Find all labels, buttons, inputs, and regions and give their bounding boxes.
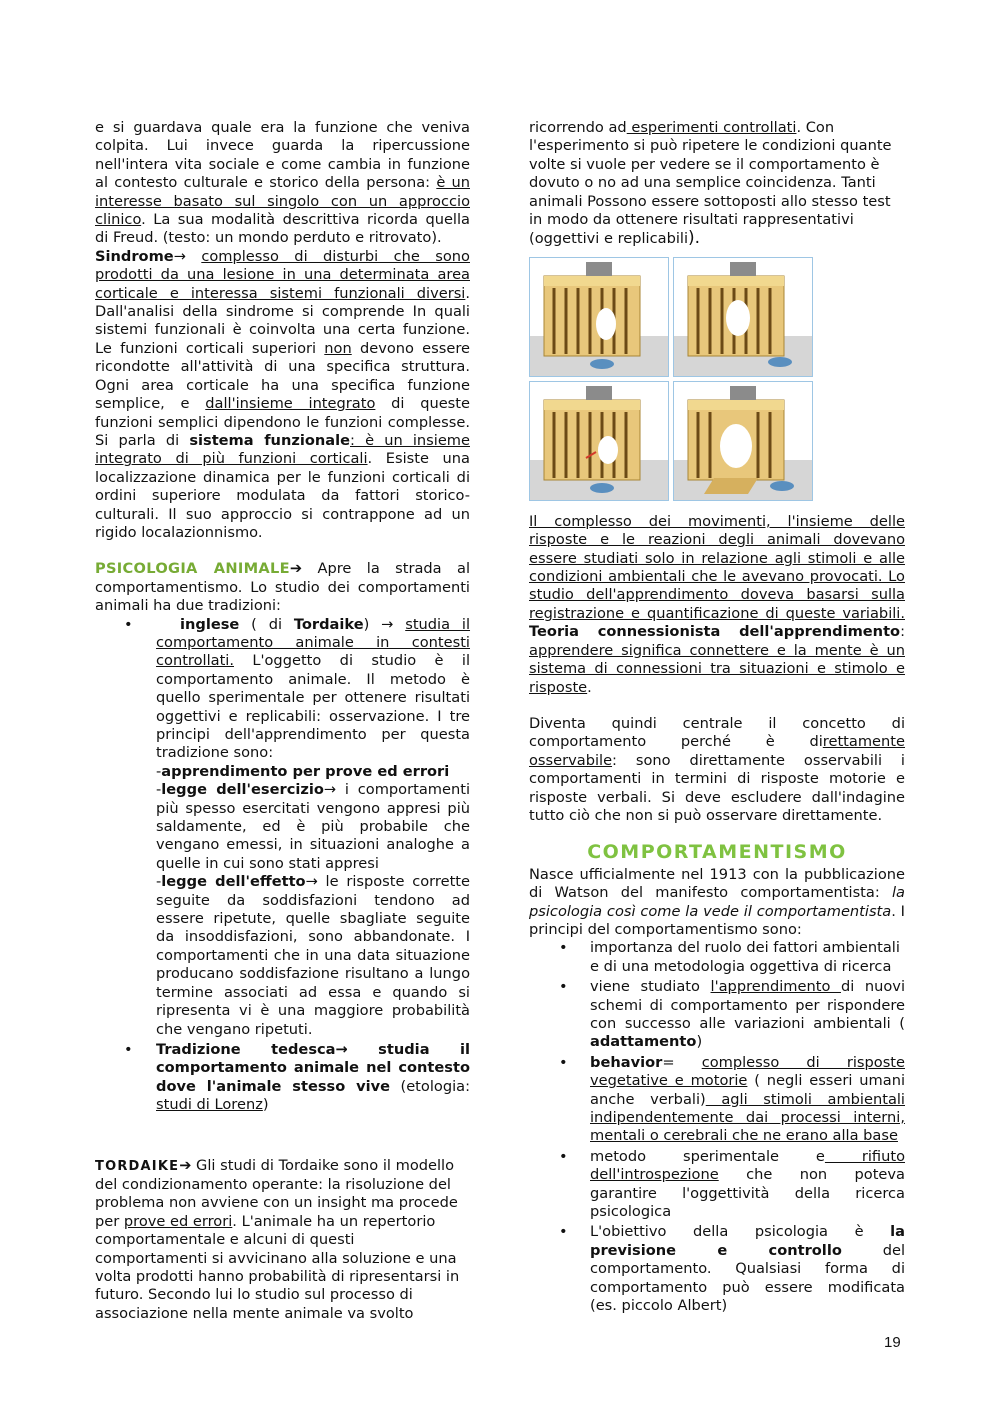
underlined-text: studi di Lorenz <box>156 1096 263 1114</box>
principle-effetto: legge dell'effetto <box>161 873 306 891</box>
traditions-list <box>95 616 470 1115</box>
paragraph-connessionismo <box>529 513 905 697</box>
text: di nuovi schemi di comportamento per rispondere con successo alle variazioni ambientali ( <box>590 978 905 1032</box>
term: Tordaike <box>293 615 364 633</box>
dash: - <box>156 762 162 780</box>
underlined-text: esperimenti controllati <box>626 119 797 136</box>
text: . I principi del comportamentismo sono: <box>529 902 905 938</box>
arrow: → <box>173 247 202 265</box>
paragraph-esperimenti <box>529 119 905 249</box>
puzzle-box-panel-4 <box>673 381 813 501</box>
underlined-text: rifiuto dell'introspezione <box>590 1147 905 1184</box>
text: = <box>662 1053 702 1071</box>
text: ricorrendo ad <box>529 119 627 136</box>
principles-list <box>529 939 905 1315</box>
left-column <box>95 119 470 1323</box>
paragraph-psicologia-animale <box>95 560 470 615</box>
underlined-text: rettamente osservabile <box>529 733 905 769</box>
text: . L'animale ha un repertorio comportamentale e alcuni di questi comportamenti si avvicinano alla soluzione e una volta prodotti hanno probabilità di ripresentarsi in futuro. Secondo lui lo studio sul processo di associazione nella mente animale va svolto <box>95 1212 460 1322</box>
term: inglese <box>180 615 240 633</box>
underlined-text: prove ed errori <box>123 1212 233 1230</box>
bullet-icon: • <box>559 1147 568 1165</box>
term-sistema-funzionale: sistema funzionale <box>189 431 350 449</box>
text: ) <box>696 1033 703 1051</box>
text: devono essere ricondotte all'attività di una specifica struttura. Ogni area corticale ha una specifica funzione semplice, e <box>95 339 470 413</box>
underlined-text: apprendere significa connettere e la mente è un sistema di connessioni tra situazioni e stimolo e risposte <box>529 641 905 696</box>
bullet-icon: • <box>559 978 568 996</box>
text: importanza del ruolo dei fattori ambientali e di una metodologia oggettiva di ricerca <box>590 939 900 975</box>
text: . Dall'analisi della sindrome si comprende In quali sistemi funzionali è coinvolta una certa funzione. Le funzioni corticali superiori <box>95 284 470 357</box>
list-item-behavior <box>529 1054 905 1146</box>
underlined-text: agli stimoli ambientali indipendentemente dai processi interni, mentali o cerebrali che ne erano alla base <box>590 1090 905 1145</box>
text: . Con l'esperimento si può ripetere le condizioni quante volte si vuole per vedere se il comportamento è dovuto o no ad una semplice coincidenza. Tanti animali Possono essere sottoposti allo stesso test in modo da ottenere risultati rappresentativi (oggettivi e replicabili <box>529 119 892 248</box>
bullet-icon: • <box>124 615 133 633</box>
arrow-icon: ➔ <box>289 560 303 578</box>
list-item-inglese <box>95 616 470 1039</box>
text: viene studiato <box>590 978 711 996</box>
term-sindrome: Sindrome <box>95 247 174 265</box>
bullet-icon: • <box>559 1053 568 1071</box>
text: → i comportamenti più spesso esercitati vengono appresi più saldamente, ed è più probabile che vengano emessi, in situazioni analoghe a quelle in cui sono stati appresi <box>156 781 470 872</box>
section-heading-tordaike: TORDAIKE <box>95 1158 180 1174</box>
text: L'obiettivo della psicologia è <box>590 1223 891 1241</box>
text: di queste funzioni semplici dipendono le funzioni complesse. Si parla di <box>95 395 470 449</box>
bullet-icon: • <box>559 1223 568 1241</box>
bullet-icon: • <box>559 939 568 957</box>
text: che non poteva garantire l'oggettività della ricerca psicologica <box>590 1166 905 1221</box>
text: . La sua modalità descrittiva ricorda quella di Freud. (testo: un mondo perduto e ritrovato). <box>95 211 470 247</box>
text: ). <box>688 228 701 249</box>
text: ) <box>262 1096 269 1114</box>
underlined-text: complesso di risposte vegetative e motorie <box>590 1053 905 1090</box>
section-title-comportamentismo: COMPORTAMENTISMO <box>587 841 847 864</box>
text: Nasce ufficialmente nel 1913 con la pubblicazione di Watson del manifesto comportamentista: <box>529 865 905 902</box>
text: metodo sperimentale e <box>590 1147 825 1165</box>
text: L'oggetto di studio è il comportamento animale. Il metodo è quello sperimentale per ottenere risultati oggettivi e replicabili: osservazione. I tre principi dell'apprendimento per questa tradizione sono: <box>156 652 470 762</box>
text: . <box>587 678 592 696</box>
underlined-text: l'apprendimento <box>710 978 841 996</box>
paragraph-tordaike <box>95 1157 470 1324</box>
underlined-text: Il complesso dei movimenti, l'insieme delle risposte e le reazioni degli animali dovevano essere studiati solo in relazione agli stimoli e alle condizioni ambientali che le avevano provocati. Lo studio dell'apprendimento doveva basarsi sulla registrazione e quantificazione di queste variabili. <box>529 512 905 622</box>
principle-prove-errori: apprendimento per prove ed errori <box>161 762 450 780</box>
text: Diventa quindi centrale il concetto di comportamento perché è di <box>529 714 905 751</box>
text: . Esiste una localizzazione dinamica per le funzioni corticali di ordini superiore modulata da fattori storico-culturali. Il suo approccio si contrappone ad un rigido localazionnismo. <box>95 450 470 541</box>
text: ( negli esseri umani anche verbali) <box>590 1072 905 1108</box>
text: ( di <box>239 615 294 633</box>
text: (etologia: <box>390 1077 470 1095</box>
paragraph-watson <box>529 866 905 940</box>
list-item-tedesca <box>95 1041 470 1115</box>
text: Gli studi di Tordaike sono il modello del condizionamento operante: la risoluzione del problema non avviene con un insight ma procede per <box>95 1156 458 1230</box>
italic-text: la psicologia così come la vede il comportamentista <box>529 884 905 920</box>
underlined-text: : è un insieme integrato di più funzioni corticali <box>95 431 470 468</box>
text: del comportamento. Qualsiasi forma di comportamento può essere modificata (es. piccolo Albert) <box>590 1241 905 1315</box>
list-item-fattori-ambientali <box>529 939 905 976</box>
text: → le risposte corrette seguite da soddisfazioni tendono ad essere ripetute, quelle sbagliate seguite da insoddisfazioni, sono abbandonate. I comportamenti che in una data situazione producano soddisfazione risultano a lungo termine associati ad essa e quando si ripresenta vi è una maggiore probabilità che vengano ripetuti. <box>156 873 471 1038</box>
term-previsione-controllo: la previsione e controllo <box>590 1223 905 1259</box>
paragraph-sindrome <box>95 248 470 543</box>
arrow-icon: ➔ <box>179 1156 192 1174</box>
underlined-text: non <box>324 339 352 357</box>
underlined-text: è un interesse basato sul singolo con un approccio clinico <box>95 174 470 229</box>
puzzle-box-panel-1 <box>529 257 669 377</box>
list-item-metodo-sperimentale <box>529 1148 905 1222</box>
text: ) → <box>363 615 406 633</box>
paragraph-comportamento <box>529 715 905 825</box>
underlined-text: dall'insieme integrato <box>205 395 376 413</box>
term-adattamento: adattamento <box>590 1033 697 1051</box>
bullet-icon: • <box>124 1040 133 1058</box>
dash: - <box>156 781 162 799</box>
puzzle-box-illustration <box>529 257 905 507</box>
text: : <box>900 623 905 641</box>
dash: - <box>156 873 162 891</box>
section-heading-psicologia-animale: PSICOLOGIA ANIMALE <box>95 560 290 578</box>
underlined-text: complesso di disturbi che sono prodotti da una lesione in una determinata area corticale e interessa sistemi funzionali diversi <box>95 247 470 302</box>
text: e si guardava quale era la funzione che veniva colpita. Lui invece guarda la ripercussione nell'intera vita sociale e come cambia in funzione al contesto culturale e storico della persona: <box>95 119 470 192</box>
text: : sono direttamente osservabili i comportamenti in termini di risposte motorie e risposte verbali. Si deve escludere dall'indagine tutto ciò che non si può osservare direttamente. <box>529 751 905 824</box>
puzzle-box-panel-3 <box>529 381 669 501</box>
page-number: 19 <box>884 1334 901 1351</box>
paragraph-luria <box>95 119 470 248</box>
term: Tradizione tedesca→ studia il comportamento animale nel contesto dove l'animale stesso vive <box>156 1040 470 1095</box>
principle-esercizio: legge dell'esercizio <box>161 781 324 799</box>
text: Apre la strada al comportamentismo. Lo studio dei comportamenti animali ha due tradizioni: <box>95 560 470 615</box>
puzzle-box-panel-2 <box>673 257 813 377</box>
list-item-apprendimento <box>529 978 905 1052</box>
list-item-obiettivo <box>529 1223 905 1315</box>
term-teoria-connessionista: Teoria connessionista dell'apprendimento <box>529 623 901 641</box>
term-behavior: behavior <box>590 1053 663 1071</box>
underlined-text: studia il comportamento animale in contesti controllati. <box>156 615 471 670</box>
right-column <box>529 119 905 1318</box>
